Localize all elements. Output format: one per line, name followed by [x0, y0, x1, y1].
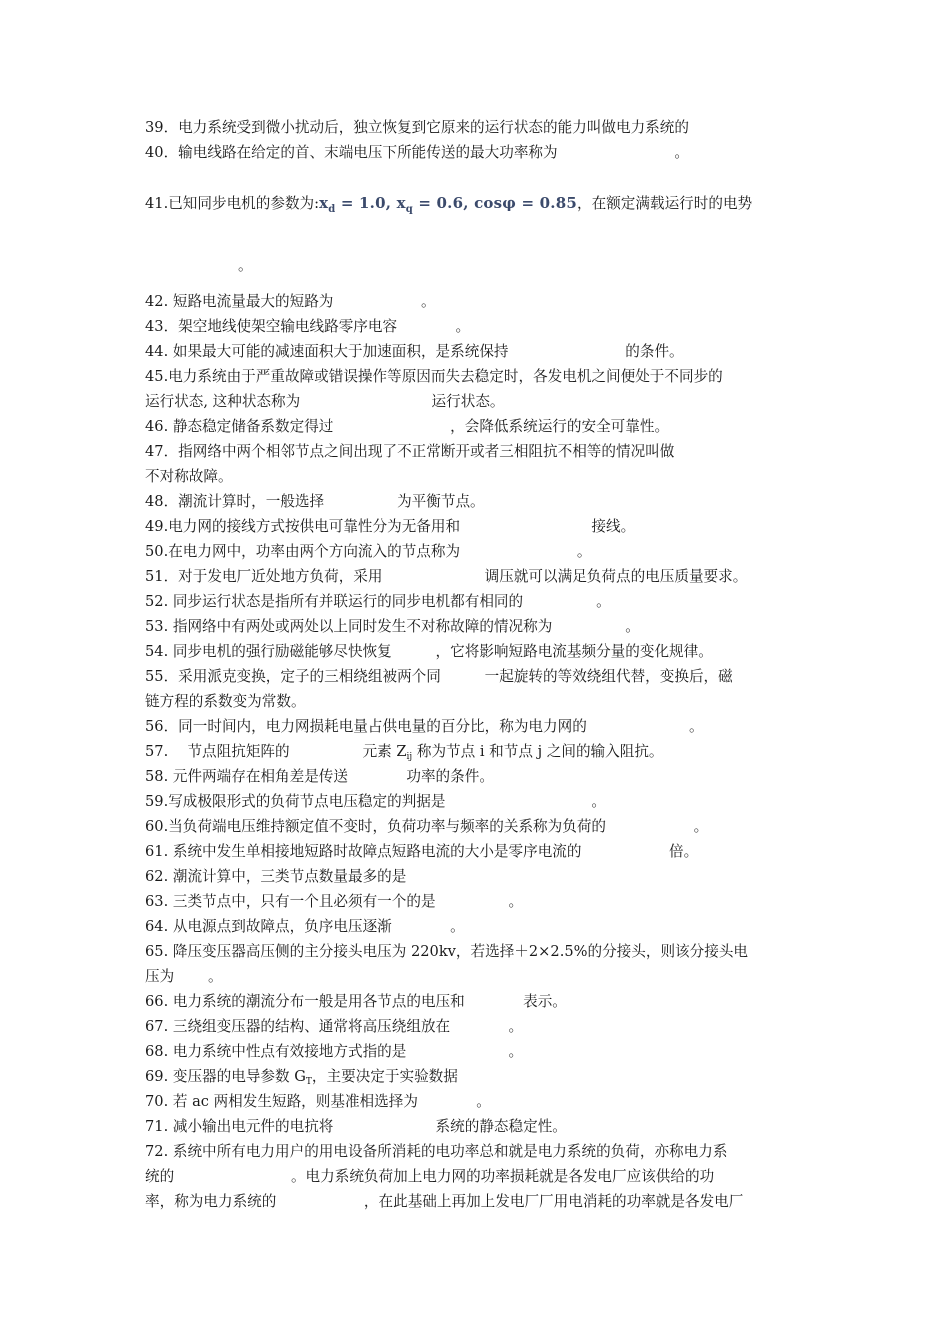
question-44: 44. 如果最大可能的减速面积大于加速面积，是系统保持 的条件。 [145, 343, 684, 360]
question-40: 40．输电线路在给定的首、末端电压下所能传送的最大功率称为 。 [145, 144, 689, 161]
question-51: 51．对于发电厂近处地方负荷，采用 调压就可以满足负荷点的电压质量要求。 [145, 568, 748, 585]
question-47-line2: 不对称故障。 [145, 468, 233, 485]
question-43: 43．架空地线使架空输电线路零序电容 。 [145, 318, 471, 335]
question-39: 39．电力系统受到微小扰动后，独立恢复到它原来的运行状态的能力叫做电力系统的 [145, 119, 689, 136]
question-60: 60.当负荷端电压维持额定值不变时，负荷功率与频率的关系称为负荷的 。 [145, 818, 709, 835]
question-70: 70. 若 ac 两相发生短路，则基准相选择为 。 [145, 1093, 491, 1110]
question-72-line1: 72. 系统中所有电力用户的用电设备所消耗的电功率总和就是电力系统的负荷，亦称电力系 [145, 1143, 728, 1160]
question-57: 57. 节点阻抗矩阵的 元素 $Z_{ij}$ 称为节点 i 和节点 j 之间的输入阻抗。 [145, 743, 664, 762]
question-69: 69. 变压器的电导参数 $G_T$，主要决定于实验数据 [145, 1068, 458, 1087]
question-45-line2: 运行状态, 这种状态称为 运行状态。 [145, 393, 505, 410]
question-46: 46. 静态稳定储备系数定得过 ，会降低系统运行的安全可靠性。 [145, 418, 670, 435]
question-55-line2: 链方程的系数变为常数。 [145, 693, 306, 710]
question-41 [145, 193, 752, 220]
question-71: 71. 减小输出电元件的电抗将 系统的静态稳定性。 [145, 1118, 567, 1135]
question-72-line3: 率，称为电力系统的 ，在此基础上再加上发电厂厂用电消耗的功率就是各发电厂 [145, 1193, 744, 1210]
question-67: 67. 三绕组变压器的结构、通常将高压绕组放在 。 [145, 1018, 524, 1035]
question-42: 42. 短路电流量最大的短路为 。 [145, 293, 436, 310]
question-63: 63. 三类节点中，只有一个且必须有一个的是 。 [145, 893, 524, 910]
equation-image: $x_d = 1.0$, $x_q = 0.6$, cosφ = 0.85 [319, 194, 577, 215]
question-41-text: 41.已知同步电机的参数为: [145, 195, 320, 212]
question-52: 52. 同步运行状态是指所有并联运行的同步电机都有相同的 。 [145, 593, 611, 610]
question-54: 54. 同步电机的强行励磁能够尽快恢复 ，它将影响短路电流基频分量的变化规律。 [145, 643, 713, 660]
question-53: 53. 指网络中有两处或两处以上同时发生不对称故障的情况称为 。 [145, 618, 640, 635]
question-65-line2: 压为 。 [145, 968, 223, 985]
question-65-line1: 65. 降压变压器高压侧的主分接头电压为 220kv，若选择＋2×2.5%的分接头，则该分接头电 [145, 943, 749, 960]
question-56: 56．同一时间内，电力网损耗电量占供电量的百分比，称为电力网的 。 [145, 718, 704, 735]
question-64: 64. 从电源点到故障点，负序电压逐渐 。 [145, 918, 465, 935]
question-61: 61. 系统中发生单相接地短路时故障点短路电流的大小是零序电流的 倍。 [145, 843, 699, 860]
question-41-end: 。 [238, 257, 253, 274]
question-68: 68. 电力系统中性点有效接地方式指的是 。 [145, 1043, 524, 1060]
question-49: 49.电力网的接线方式按供电可靠性分为无备用和 接线。 [145, 518, 636, 535]
question-55-line1: 55．采用派克变换，定子的三相绕组被两个同 一起旋转的等效绕组代替，变换后，磁 [145, 668, 733, 685]
question-50: 50.在电力网中，功率由两个方向流入的节点称为 。 [145, 543, 592, 560]
question-62: 62. 潮流计算中，三类节点数量最多的是 [145, 868, 407, 885]
question-45-line1: 45.电力系统由于严重故障或错误操作等原因而失去稳定时，各发电机之间便处于不同步的 [145, 368, 723, 385]
question-72-line2: 统的 。电力系统负荷加上电力网的功率损耗就是各发电厂应该供给的功 [145, 1168, 715, 1185]
question-66: 66. 电力系统的潮流分布一般是用各节点的电压和 表示。 [145, 993, 567, 1010]
question-41-suffix: ，在额定满载运行时的电势 [577, 195, 753, 212]
question-58: 58. 元件两端存在相角差是传送 功率的条件。 [145, 768, 494, 785]
question-59: 59.写成极限形式的负荷节点电压稳定的判据是 。 [145, 793, 607, 810]
question-48: 48．潮流计算时，一般选择 为平衡节点。 [145, 493, 485, 510]
question-47-line1: 47．指网络中两个相邻节点之间出现了不正常断开或者三相阻抗不相等的情况叫做 [145, 443, 675, 460]
